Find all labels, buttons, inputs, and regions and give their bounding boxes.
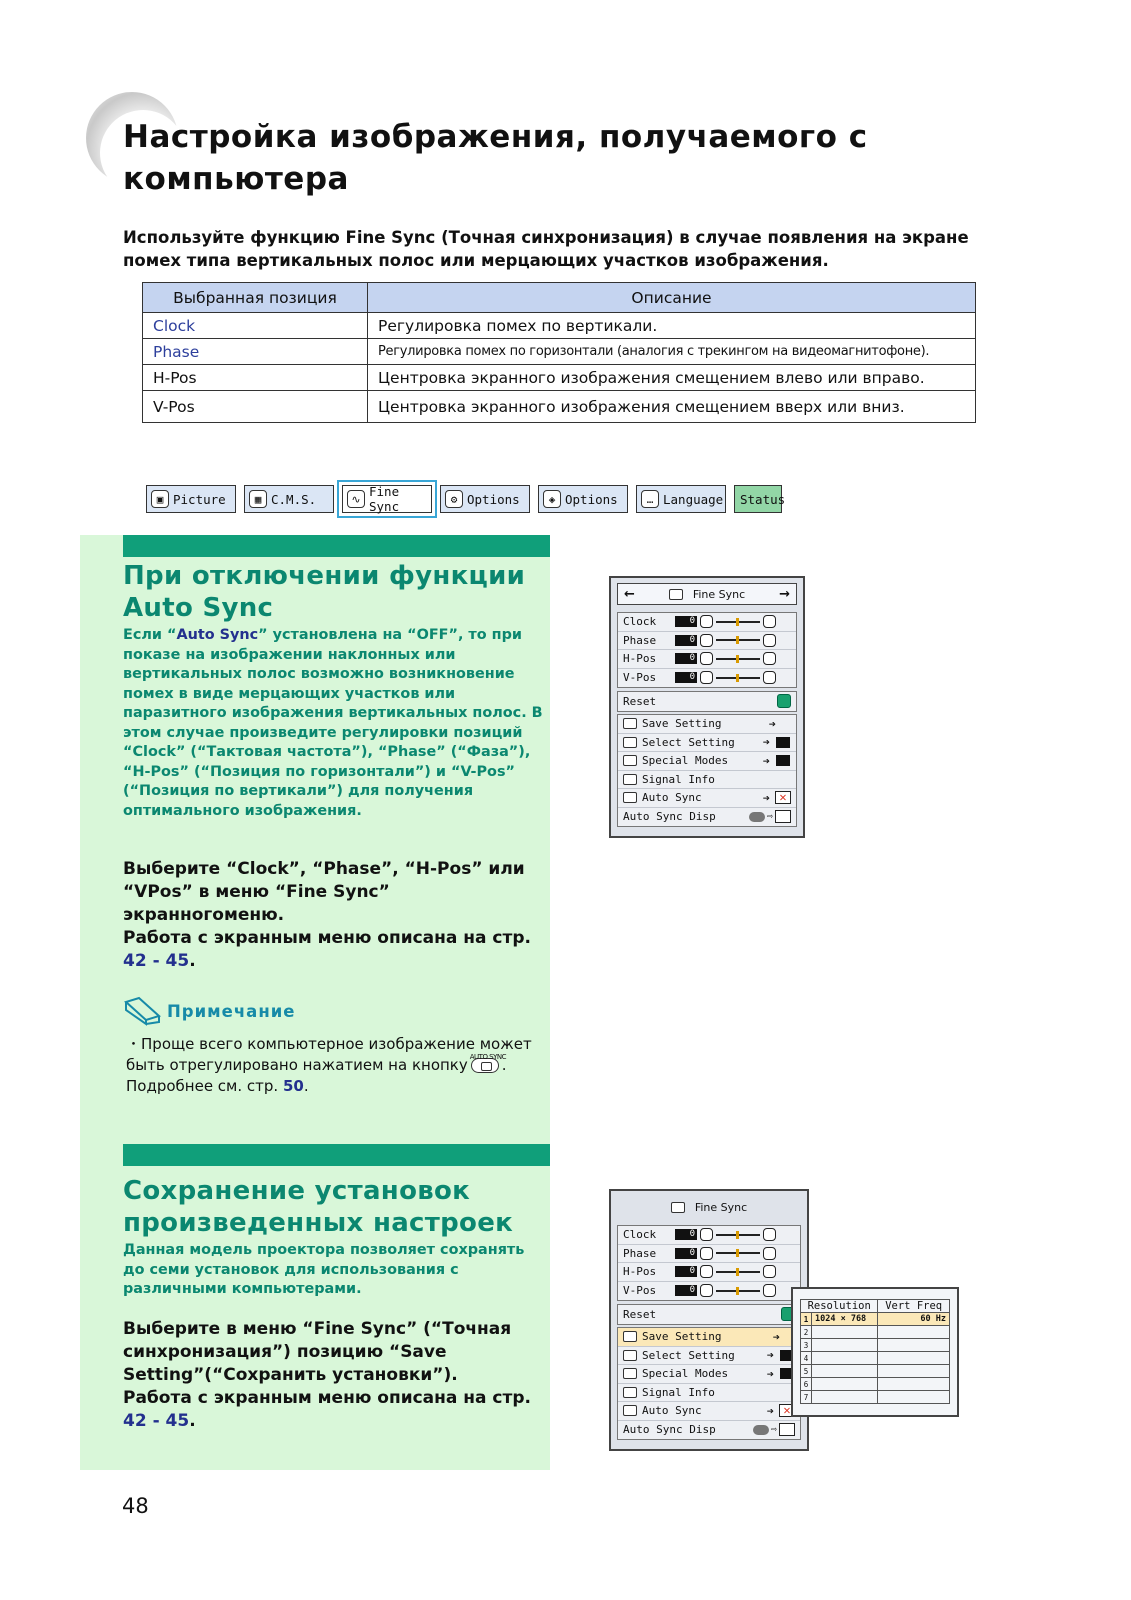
slider-value: 0 xyxy=(675,1248,697,1259)
table-cell-item: Clock xyxy=(143,313,368,339)
signal-info-icon xyxy=(623,774,637,785)
slider-track[interactable] xyxy=(716,1271,760,1273)
saved-row[interactable] xyxy=(801,1313,950,1326)
value-block-icon xyxy=(776,755,790,766)
osd-reset-row[interactable] xyxy=(618,1305,800,1324)
slider[interactable] xyxy=(675,1284,776,1297)
slider[interactable] xyxy=(675,634,776,647)
section2-title xyxy=(123,1175,543,1239)
slider[interactable] xyxy=(675,1247,776,1260)
table-header-item: Выбранная позиция xyxy=(143,283,368,313)
slot-number: 6 xyxy=(801,1378,812,1391)
h-pos-icon xyxy=(700,652,713,665)
slot-resolution xyxy=(812,1339,878,1352)
slot-number: 5 xyxy=(801,1365,812,1378)
osd-item-special-modes[interactable] xyxy=(618,1365,800,1384)
tab-label: C.M.S. xyxy=(271,491,317,507)
tab-cms[interactable] xyxy=(244,485,334,513)
slot-resolution xyxy=(812,1352,878,1365)
table-header-desc: Описание xyxy=(368,283,976,313)
arrow-right-icon: ➔ xyxy=(772,1329,780,1344)
auto-sync-disp-icon: ⇨ xyxy=(749,810,791,823)
osd-item-label: Save Setting xyxy=(642,717,722,731)
auto-sync-off-icon: ✕ xyxy=(779,1404,795,1417)
saved-header-resolution: Resolution xyxy=(801,1300,878,1313)
note-label: Примечание xyxy=(167,1001,296,1021)
tab-label: Options xyxy=(565,491,618,507)
slot-vert-freq xyxy=(878,1365,950,1378)
instruction-text: Выберите в меню “Fine Sync” (“Точная синхронизация”) позицию “Save Setting”(“Сохранить установки”). xyxy=(123,1319,512,1385)
arrow-right-icon: ➔ xyxy=(762,753,770,768)
auto-sync-off-icon: ✕ xyxy=(775,791,791,804)
tab-picture[interactable] xyxy=(146,485,236,513)
slot-number: 4 xyxy=(801,1352,812,1365)
signal-info-icon xyxy=(623,1387,637,1398)
slot-vert-freq xyxy=(878,1339,950,1352)
slider-track[interactable] xyxy=(716,1234,760,1236)
page-number: 48 xyxy=(122,1494,149,1518)
slot-vert-freq xyxy=(878,1352,950,1365)
osd-slider-row[interactable] xyxy=(618,613,796,632)
slider-value: 0 xyxy=(675,1266,697,1277)
lead-text: Если “ xyxy=(123,627,177,643)
h-pos-icon xyxy=(763,652,776,665)
slider[interactable] xyxy=(675,615,776,628)
tab-label: Language xyxy=(663,491,724,507)
page-ref-link[interactable]: 42 - 45 xyxy=(123,951,190,971)
slider[interactable] xyxy=(675,1228,776,1241)
clock-icon xyxy=(763,615,776,628)
section1-title-line1: При отключении функции xyxy=(123,561,526,591)
slider-track[interactable] xyxy=(716,658,760,660)
slot-resolution: 1024 × 768 xyxy=(812,1313,878,1326)
slot-vert-freq xyxy=(878,1378,950,1391)
osd-item-label: Auto Sync Disp xyxy=(623,1423,716,1437)
saved-row[interactable] xyxy=(801,1352,950,1365)
phase-icon xyxy=(700,634,713,647)
osd-slider-list xyxy=(617,1225,801,1301)
section2-title-line1: Сохранение установок xyxy=(123,1176,471,1206)
osd-item-label: Auto Sync xyxy=(642,791,702,805)
arrow-left-icon[interactable]: ← xyxy=(624,586,635,602)
osd-title: Fine Sync xyxy=(694,1200,748,1214)
osd-slider-row[interactable] xyxy=(618,1226,800,1245)
table-row xyxy=(143,313,976,339)
phase-icon xyxy=(700,1247,713,1260)
gear-icon: ⚙ xyxy=(445,490,463,508)
osd-slider-label: H-Pos xyxy=(623,652,657,666)
section2-title-line2: произведенных настроек xyxy=(123,1208,514,1238)
table-row xyxy=(143,365,976,391)
save-icon xyxy=(623,718,637,729)
position-table xyxy=(142,282,976,423)
osd-slider-row[interactable] xyxy=(618,650,796,669)
slot-vert-freq xyxy=(878,1326,950,1339)
saved-row[interactable] xyxy=(801,1365,950,1378)
saved-row[interactable] xyxy=(801,1391,950,1404)
slider-value: 0 xyxy=(675,653,697,664)
page-intro: Используйте функцию Fine Sync (Точная синхронизация) в случае появления на экране помех типа вертикальных полос или мерцающих участков изображения. xyxy=(123,228,969,270)
special-modes-icon xyxy=(623,755,637,766)
v-pos-icon xyxy=(700,1284,713,1297)
auto-sync-disp-icon: ⇨ xyxy=(753,1423,795,1436)
lead-auto-sync: Auto Sync xyxy=(176,627,259,643)
osd-slider-label: V-Pos xyxy=(623,1284,657,1298)
section1-instruction xyxy=(123,858,543,973)
table-cell-item: Phase xyxy=(143,339,368,365)
osd-item-label: Special Modes xyxy=(642,754,729,768)
osd-reset-row[interactable] xyxy=(618,692,796,711)
section1-title xyxy=(123,560,543,624)
special-modes-icon xyxy=(623,1368,637,1379)
cms-icon: ▦ xyxy=(249,490,267,508)
tab-status[interactable] xyxy=(734,485,786,513)
slider-track[interactable] xyxy=(716,621,760,623)
osd-item-save-setting[interactable] xyxy=(618,715,796,734)
osd-slider-row[interactable] xyxy=(618,632,796,651)
saved-row[interactable] xyxy=(801,1378,950,1391)
clock-icon xyxy=(700,1228,713,1241)
osd-slider-list xyxy=(617,612,797,688)
saved-settings-panel xyxy=(791,1287,959,1417)
osd-header xyxy=(617,1196,801,1218)
saved-header-row xyxy=(801,1300,950,1313)
note-body: Подробнее см. стр. xyxy=(126,1077,279,1095)
page-title: Настройка изображения, получаемого с компьютера xyxy=(123,119,868,197)
value-block-icon xyxy=(776,737,790,748)
slot-resolution xyxy=(812,1378,878,1391)
osd-fine-sync-menu-2 xyxy=(609,1189,809,1451)
osd-item-label: Signal Info xyxy=(642,772,715,786)
osd-slider-label: Phase xyxy=(623,633,657,647)
clock-icon xyxy=(700,615,713,628)
slot-resolution xyxy=(812,1365,878,1378)
osd-fine-sync-menu-1 xyxy=(609,576,805,838)
slider-value: 0 xyxy=(675,1285,697,1296)
osd-item-label: Special Modes xyxy=(642,1367,729,1381)
osd-slider-label: Clock xyxy=(623,615,657,629)
slider-value: 0 xyxy=(675,635,697,646)
osd-item-label: Select Setting xyxy=(642,1348,735,1362)
table-cell-desc: Регулировка помех по вертикали. xyxy=(368,313,976,339)
auto-sync-button-icon xyxy=(471,1058,499,1073)
table-cell-desc: Центровка экранного изображения смещением вверх или вниз. xyxy=(368,391,976,423)
table-cell-desc: Центровка экранного изображения смещением влево или вправо. xyxy=(368,365,976,391)
table-row xyxy=(143,339,976,365)
pencil-note-icon xyxy=(123,996,163,1026)
slider[interactable] xyxy=(675,652,776,665)
tab-label: Status xyxy=(740,491,786,507)
saved-settings-table xyxy=(800,1299,950,1404)
select-icon xyxy=(623,737,637,748)
instruction-text: Выберите “Clock”, “Phase”, “H-Pos” или “VPos” в меню “Fine Sync” экранногоменю. xyxy=(123,859,525,925)
slot-vert-freq xyxy=(878,1391,950,1404)
osd-item-auto-sync-disp[interactable] xyxy=(618,808,796,827)
osd-item-label: Auto Sync Disp xyxy=(623,810,716,824)
section2-lead: Данная модель проектора позволяет сохранять до семи установок для использования с различными компьютерами. xyxy=(123,1242,525,1297)
note-header xyxy=(123,994,295,1028)
tab-language[interactable] xyxy=(636,485,726,513)
note-dot: . xyxy=(303,1077,309,1095)
speech-bubble-icon: … xyxy=(641,490,659,508)
section2-instruction xyxy=(123,1318,543,1433)
table-cell-item: V-Pos xyxy=(143,391,368,423)
note-body: Проще всего компьютерное изображение может быть отрегулировано нажатием на кнопку xyxy=(126,1035,532,1074)
arrow-right-icon: ➔ xyxy=(766,1348,774,1363)
saved-row[interactable] xyxy=(801,1326,950,1339)
osd-reset-list xyxy=(617,1304,801,1325)
slot-vert-freq: 60 Hz xyxy=(878,1313,950,1326)
osd-slider-label: Clock xyxy=(623,1228,657,1242)
reset-icon xyxy=(777,694,791,708)
phase-icon xyxy=(763,634,776,647)
section1-title-line2: Auto Sync xyxy=(123,593,274,623)
slot-resolution xyxy=(812,1391,878,1404)
tab-label: Fine Sync xyxy=(369,484,400,514)
section-bar xyxy=(123,1144,550,1166)
slider[interactable] xyxy=(675,1265,776,1278)
tab-label: Options xyxy=(467,491,520,507)
osd-slider-row[interactable] xyxy=(618,1263,800,1282)
saved-row[interactable] xyxy=(801,1339,950,1352)
osd-item-auto-sync-disp[interactable] xyxy=(618,1421,800,1440)
slider-value: 0 xyxy=(675,1229,697,1240)
osd-item-save-setting[interactable] xyxy=(618,1328,800,1347)
table-cell-item: H-Pos xyxy=(143,365,368,391)
slot-number: 7 xyxy=(801,1391,812,1404)
osd-header xyxy=(617,583,797,605)
cube-icon: ◈ xyxy=(543,490,561,508)
osd-item-label: Auto Sync xyxy=(642,1404,702,1418)
osd-item-signal-info[interactable] xyxy=(618,771,796,790)
osd-item-label: Select Setting xyxy=(642,735,735,749)
tab-fine-sync[interactable] xyxy=(342,485,432,513)
osd-item-label: Signal Info xyxy=(642,1385,715,1399)
wave-icon xyxy=(623,792,637,803)
page-ref-link[interactable]: 42 - 45 xyxy=(123,1411,190,1431)
slot-resolution xyxy=(812,1326,878,1339)
instruction-dot: . xyxy=(189,951,196,971)
osd-slider-row[interactable] xyxy=(618,1282,800,1301)
osd-item-select-setting[interactable] xyxy=(618,734,796,753)
osd-slider-label: Phase xyxy=(623,1246,657,1260)
instruction-text: Работа с экранным меню описана на стр. xyxy=(123,928,531,948)
arrow-right-icon[interactable]: → xyxy=(779,586,790,602)
tab-options-1[interactable] xyxy=(440,485,530,513)
v-pos-icon xyxy=(763,671,776,684)
wave-icon xyxy=(671,1202,685,1213)
h-pos-icon xyxy=(763,1265,776,1278)
osd-reset-label: Reset xyxy=(623,694,657,708)
osd-item-list xyxy=(617,1327,801,1440)
slider[interactable] xyxy=(675,671,776,684)
v-pos-icon xyxy=(700,671,713,684)
clock-icon xyxy=(763,1228,776,1241)
osd-slider-row[interactable] xyxy=(618,1245,800,1264)
lead-text: ” установлена на “OFF”, то при показе на изображении наклонных или вертикальных полос возможно возникновение помех в виде мерцающих участков или паразитного изображения вертикальных полос. В этом случае произведите регулировки позиций “Clock” (“Тактовая частота”), “Phase” (“Фаза”), “H-Pos” (“Позиция по горизонтали”) и “V-Pos” (“Позиция по вертикали”) для получения оптимального изображения. xyxy=(123,627,543,819)
note-text xyxy=(126,1034,546,1097)
osd-item-select-setting[interactable] xyxy=(618,1347,800,1366)
osd-item-special-modes[interactable] xyxy=(618,752,796,771)
table-row xyxy=(143,391,976,423)
saved-header-vert-freq: Vert Freq xyxy=(878,1300,950,1313)
instruction-text: Работа с экранным меню описана на стр. xyxy=(123,1388,531,1408)
h-pos-icon xyxy=(700,1265,713,1278)
save-icon xyxy=(623,1331,637,1342)
slot-number: 3 xyxy=(801,1339,812,1352)
osd-slider-row[interactable] xyxy=(618,669,796,688)
osd-item-auto-sync[interactable] xyxy=(618,1402,800,1421)
table-cell-desc: Регулировка помех по горизонтали (аналогия с трекингом на видеомагнитофоне). xyxy=(368,339,976,365)
tab-label: Picture xyxy=(173,491,226,507)
slider-track[interactable] xyxy=(716,1252,760,1254)
arrow-right-icon: ➔ xyxy=(766,1403,774,1418)
picture-icon: ▣ xyxy=(151,490,169,508)
slider-value: 0 xyxy=(675,616,697,627)
osd-title: Fine Sync xyxy=(692,587,746,601)
arrow-right-icon: ➔ xyxy=(762,790,770,805)
wave-icon: ∿ xyxy=(347,490,365,508)
slider-track[interactable] xyxy=(716,639,760,641)
arrow-right-icon: ➔ xyxy=(762,735,770,750)
osd-item-label: Save Setting xyxy=(642,1330,722,1344)
osd-reset-label: Reset xyxy=(623,1307,657,1321)
v-pos-icon xyxy=(763,1284,776,1297)
section1-lead xyxy=(123,626,543,821)
slot-number: 2 xyxy=(801,1326,812,1339)
note-bullet: ・ xyxy=(126,1035,142,1053)
select-icon xyxy=(623,1350,637,1361)
osd-slider-label: V-Pos xyxy=(623,671,657,685)
osd-item-signal-info[interactable] xyxy=(618,1384,800,1403)
osd-slider-label: H-Pos xyxy=(623,1265,657,1279)
tab-options-2[interactable] xyxy=(538,485,628,513)
note-page-link[interactable]: 50 xyxy=(282,1077,304,1095)
slot-number: 1 xyxy=(801,1313,812,1326)
osd-item-list xyxy=(617,714,797,827)
osd-item-auto-sync[interactable] xyxy=(618,789,796,808)
arrow-right-icon: ➔ xyxy=(768,716,776,731)
arrow-right-icon: ➔ xyxy=(766,1366,774,1381)
slider-value: 0 xyxy=(675,672,697,683)
table-header-row xyxy=(143,283,976,313)
instruction-dot: . xyxy=(189,1411,196,1431)
phase-icon xyxy=(763,1247,776,1260)
slider-track[interactable] xyxy=(716,677,760,679)
slider-track[interactable] xyxy=(716,1290,760,1292)
wave-icon xyxy=(669,589,683,600)
osd-reset-list xyxy=(617,691,797,712)
section-bar xyxy=(123,535,550,557)
wave-icon xyxy=(623,1405,637,1416)
